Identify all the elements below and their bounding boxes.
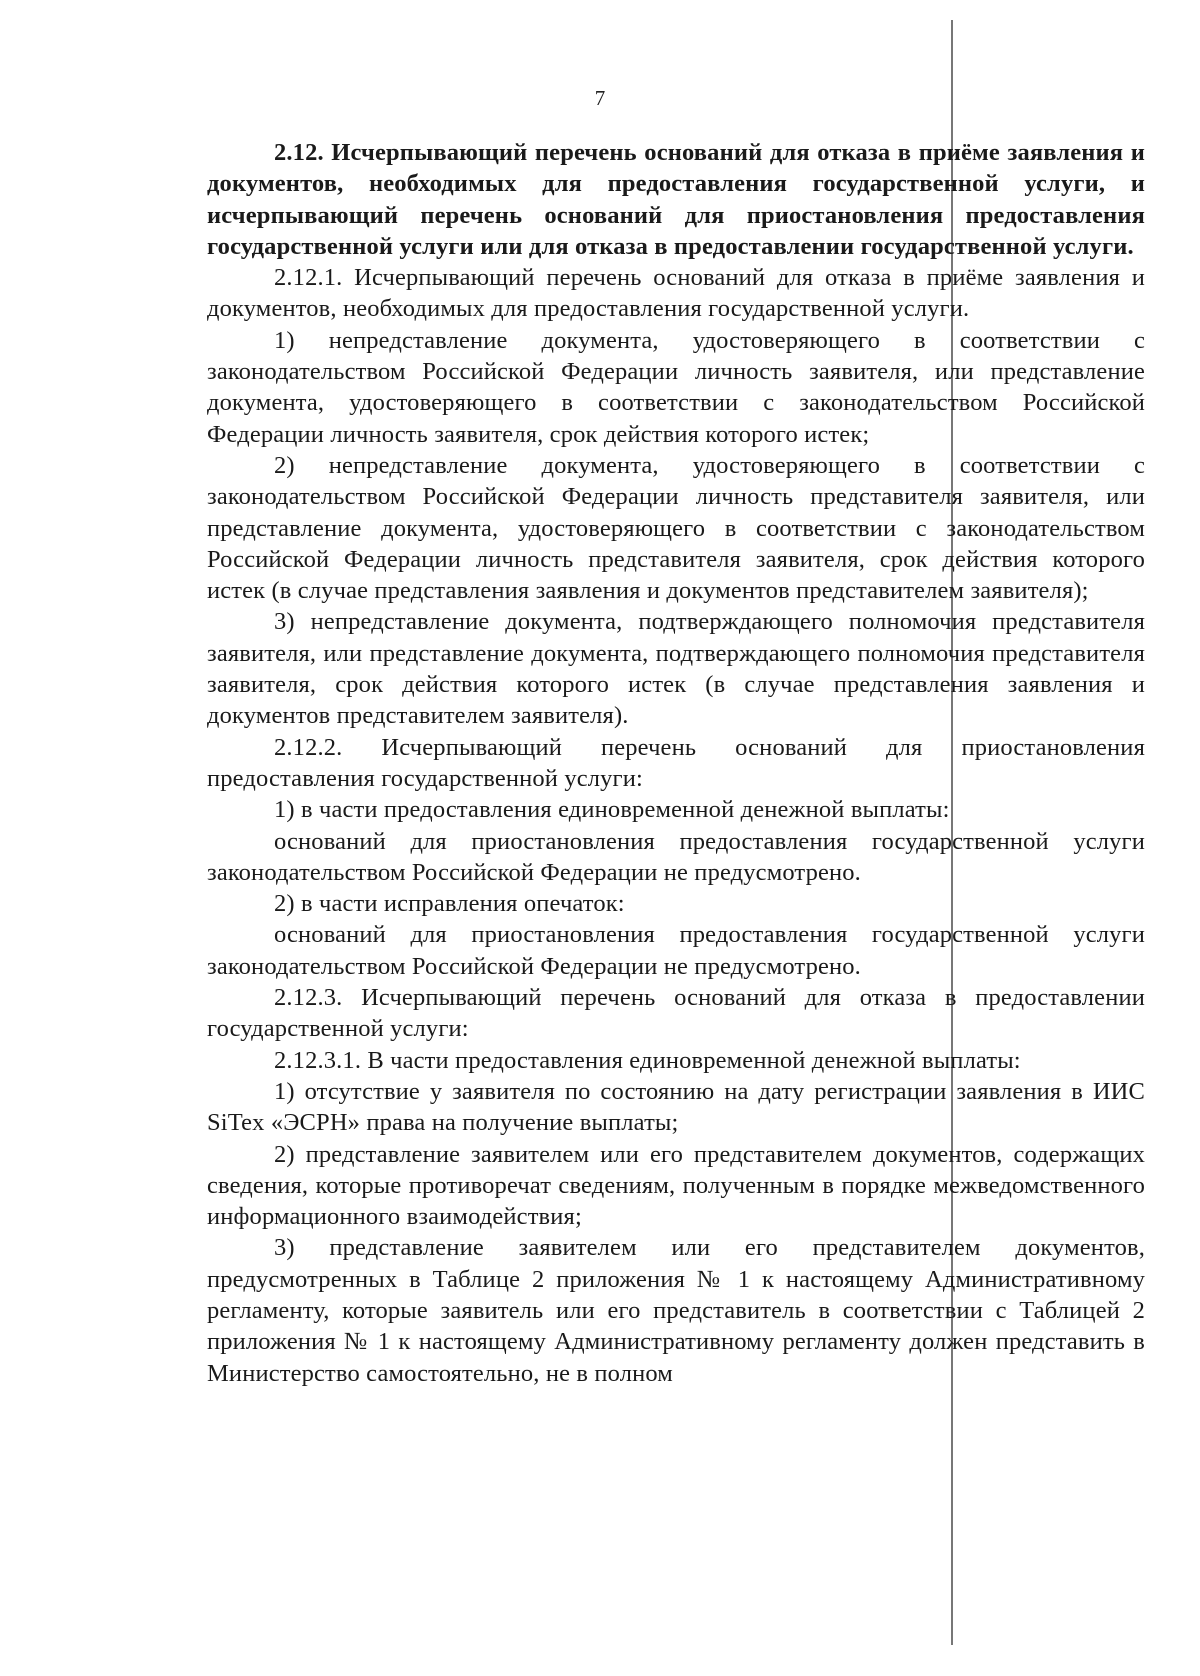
paragraph: оснований для приостановления предоставления государственной услуги законодательством Российской Федерации не предусмотрено. [207,827,1145,886]
paragraph: 2.12.1. Исчерпывающий перечень оснований для отказа в приёме заявления и документов, необходимых для предоставления государственной услуги. [207,264,1145,323]
paragraph: 3) представление заявителем или его представителем документов, предусмотренных в Таблице 2 приложения № 1 к настоящему Административному регламенту, которые заявитель или его представитель в соответствии с Таблицей 2 приложения № 1 к настоящему Административному регламенту должен представить в Министерство самостоятельно, не в полном [207,1234,1145,1387]
paragraph: 1) отсутствие у заявителя по состоянию на дату регистрации заявления в ИИС SiTex «ЭСРН» права на получение выплаты; [207,1077,1145,1137]
paragraph: 1) непредставление документа, удостоверяющего в соответствии с законодательством Российской Федерации личность заявителя, или представление документа, удостоверяющего в соответствии с законодательством Российской Федерации личность заявителя, срок действия которого истек; [207,326,1145,448]
paragraph: 2.12.3.1. В части предоставления единовременной денежной выплаты: [274,1046,1021,1074]
paragraph: 2.12.2. Исчерпывающий перечень оснований для приостановления предоставления государственной услуги: [207,733,1145,792]
paragraph: 2) в части исправления опечаток: [274,890,625,918]
paragraph: 2) непредставление документа, удостоверяющего в соответствии с законодательством Российской Федерации личность представителя заявителя, или представление документа, удостоверяющего в соответствии с законодательством Российской Федерации личность представителя заявителя, срок действия которого истек (в случае представления заявления и документов представителем заявителя); [207,451,1145,605]
paragraph: 3) непредставление документа, подтверждающего полномочия представителя заявителя, или представление документа, подтверждающего полномочия представителя заявителя, срок действия которого истек (в случае представления заявления и документов представителем заявителя). [207,608,1145,730]
paragraph: 2.12.3. Исчерпывающий перечень оснований для отказа в предоставлении государственной услуги: [207,984,1145,1043]
paragraph: 2) представление заявителем или его представителем документов, содержащих сведения, которые противоречат сведениям, полученным в порядке межведомственного информационного взаимодействия; [207,1140,1145,1231]
paragraph: оснований для приостановления предоставления государственной услуги законодательством Российской Федерации не предусмотрено. [207,921,1145,980]
document-body [207,137,1145,1389]
paragraph: 1) в части предоставления единовременной денежной выплаты: [274,796,950,824]
section-heading: 2.12. Исчерпывающий перечень оснований для отказа в приёме заявления и документов, необходимых для предоставления государственной услуги, и исчерпывающий перечень оснований для приостановления предоставления государственной услуги или для отказа в предоставлении государственной услуги. [207,139,1145,260]
page-number: 7 [594,86,606,110]
